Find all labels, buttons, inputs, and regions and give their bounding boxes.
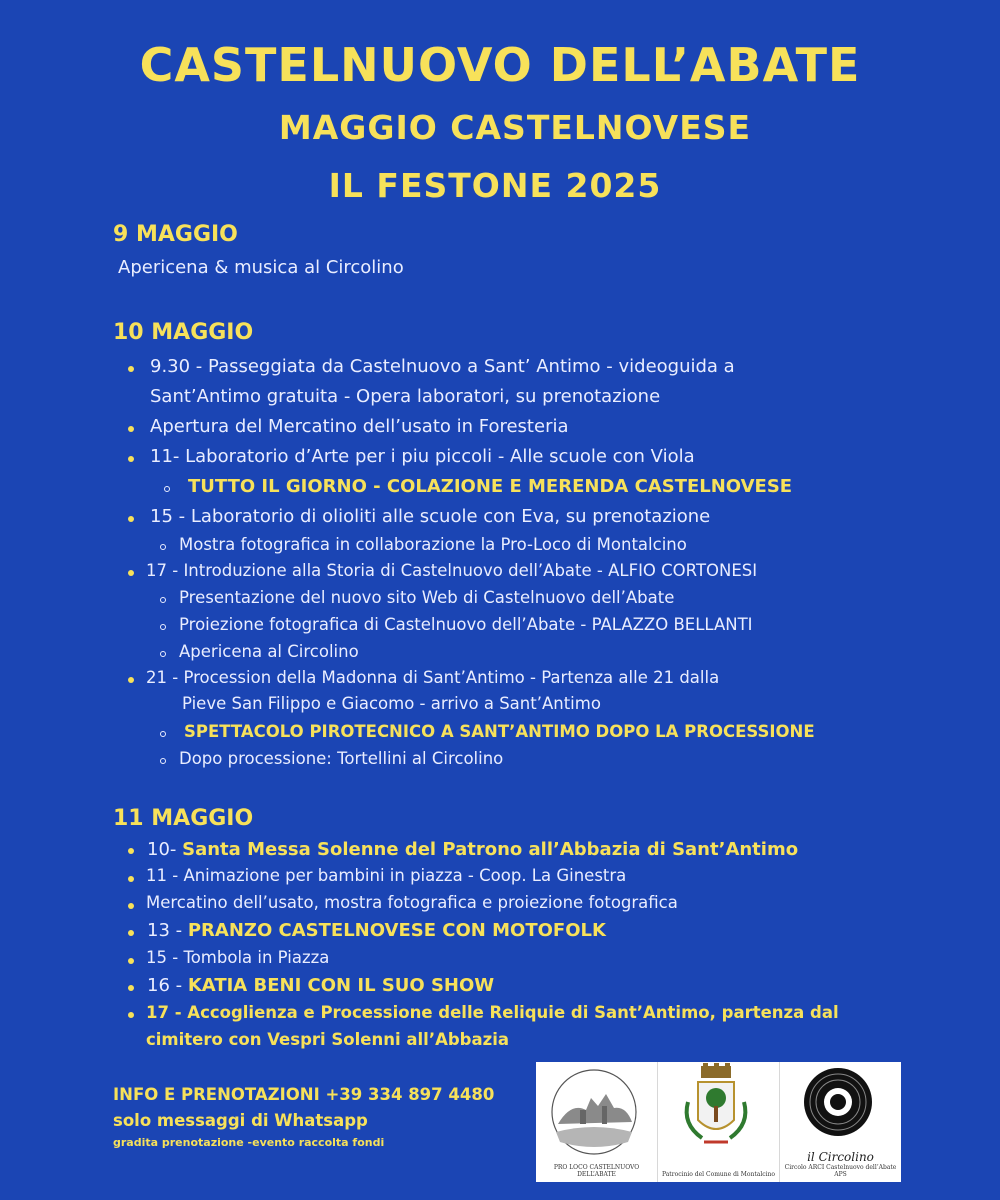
logo-proloco <box>536 1062 658 1182</box>
list-item: 11- Laboratorio d’Arte per i piu piccoli - Alle scuole con Viola <box>150 446 695 467</box>
list-item-time: 16 - <box>147 975 188 996</box>
bullet-icon <box>128 426 134 432</box>
list-item: 15 - Laboratorio di olioliti alle scuole con Eva, su prenotazione <box>150 506 711 527</box>
coat-of-arms-icon <box>658 1062 775 1162</box>
logo-comune <box>658 1062 780 1182</box>
list-item: 11 - Animazione per bambini in piazza - Coop. La Ginestra <box>146 866 627 885</box>
info-note: gradita prenotazione -evento raccolta fondi <box>113 1136 385 1149</box>
list-item-continued: cimitero con Vespri Solenni all’Abbazia <box>146 1030 510 1049</box>
bullet-icon <box>128 1012 134 1018</box>
list-item: 15 - Tombola in Piazza <box>146 948 330 967</box>
list-item: Apertura del Mercatino dell’usato in Foresteria <box>150 416 569 437</box>
list-item-continued: Sant’Antimo gratuita - Opera laboratori, su prenotazione <box>150 386 661 407</box>
list-subitem: Proiezione fotografica di Castelnuovo dell’Abate - PALAZZO BELLANTI <box>179 615 753 634</box>
sub-bullet-icon <box>160 624 166 630</box>
list-item-highlight: 17 - Accoglienza e Processione delle Reliquie di Sant’Antimo, partenza dal <box>146 1003 839 1022</box>
list-item: Mercatino dell’usato, mostra fotografica e proiezione fotografica <box>146 893 678 912</box>
list-item <box>147 839 798 860</box>
list-item-highlight: Santa Messa Solenne del Patrono all’Abbazia di Sant’Antimo <box>182 839 799 860</box>
list-item <box>147 920 606 941</box>
logo-circolino <box>780 1062 901 1182</box>
list-item: Apericena & musica al Circolino <box>118 257 404 278</box>
subtitle-maggio: MAGGIO CASTELNOVESE <box>278 108 752 147</box>
circolino-target-icon <box>780 1062 897 1162</box>
bullet-icon <box>128 930 134 936</box>
list-subitem-highlight: SPETTACOLO PIROTECNICO A SANT’ANTIMO DOPO LA PROCESSIONE <box>184 722 815 741</box>
bullet-icon <box>128 848 134 854</box>
list-item-highlight: PRANZO CASTELNOVESE CON MOTOFOLK <box>187 920 606 941</box>
sub-bullet-icon <box>160 758 166 764</box>
bullet-icon <box>128 903 134 909</box>
bullet-icon <box>128 516 134 522</box>
comune-caption: Patrocinio del Comune di Montalcino <box>661 1171 776 1178</box>
list-subitem: Mostra fotografica in collaborazione la Pro-Loco di Montalcino <box>179 535 687 554</box>
sub-bullet-icon <box>164 486 170 492</box>
bullet-icon <box>128 876 134 882</box>
bullet-icon <box>128 570 134 576</box>
list-subitem: Apericena al Circolino <box>179 642 359 661</box>
bullet-icon <box>128 456 134 462</box>
list-item: 21 - Procession della Madonna di Sant’Antimo - Partenza alle 21 dalla <box>146 668 720 687</box>
day-heading-10: 10 MAGGIO <box>113 320 254 345</box>
sub-bullet-icon <box>160 731 166 737</box>
sub-bullet-icon <box>160 544 166 550</box>
info-contact: INFO E PRENOTAZIONI +39 334 897 4480 <box>113 1085 495 1104</box>
list-item <box>147 975 494 996</box>
list-item: 9.30 - Passeggiata da Castelnuovo a Sant’ Antimo - videoguida a <box>150 356 735 377</box>
list-item: 17 - Introduzione alla Storia di Castelnuovo dell’Abate - ALFIO CORTONESI <box>146 561 758 580</box>
list-subitem-highlight: TUTTO IL GIORNO - COLAZIONE E MERENDA CASTELNOVESE <box>188 476 793 497</box>
proloco-caption: PRO LOCO CASTELNUOVO DELL’ABATE <box>553 1164 640 1178</box>
day-heading-9: 9 MAGGIO <box>113 222 238 247</box>
bullet-icon <box>128 985 134 991</box>
subtitle-festone: IL FESTONE 2025 <box>328 166 662 205</box>
circolino-name: il Circolino <box>807 1150 874 1164</box>
proloco-emblem-icon <box>536 1062 653 1162</box>
sub-bullet-icon <box>160 651 166 657</box>
list-item-continued: Pieve San Filippo e Giacomo - arrivo a Sant’Antimo <box>182 694 601 713</box>
list-subitem: Presentazione del nuovo sito Web di Castelnuovo dell’Abate <box>179 588 675 607</box>
list-subitem: Dopo processione: Tortellini al Circolino <box>179 749 504 768</box>
bullet-icon <box>128 677 134 683</box>
bullet-icon <box>128 958 134 964</box>
day-heading-11: 11 MAGGIO <box>113 806 254 831</box>
info-whatsapp: solo messaggi di Whatsapp <box>113 1111 368 1130</box>
sponsor-logos <box>536 1062 901 1182</box>
list-item-time: 13 - <box>147 920 188 941</box>
circolino-caption: Circolo ARCI Castelnuovo dell’Abate APS <box>784 1164 897 1178</box>
list-item-highlight: KATIA BENI CON IL SUO SHOW <box>187 975 495 996</box>
list-item-time: 10- <box>147 839 183 860</box>
sub-bullet-icon <box>160 597 166 603</box>
bullet-icon <box>128 366 134 372</box>
main-title: CASTELNUOVO DELL’ABATE <box>139 38 861 92</box>
